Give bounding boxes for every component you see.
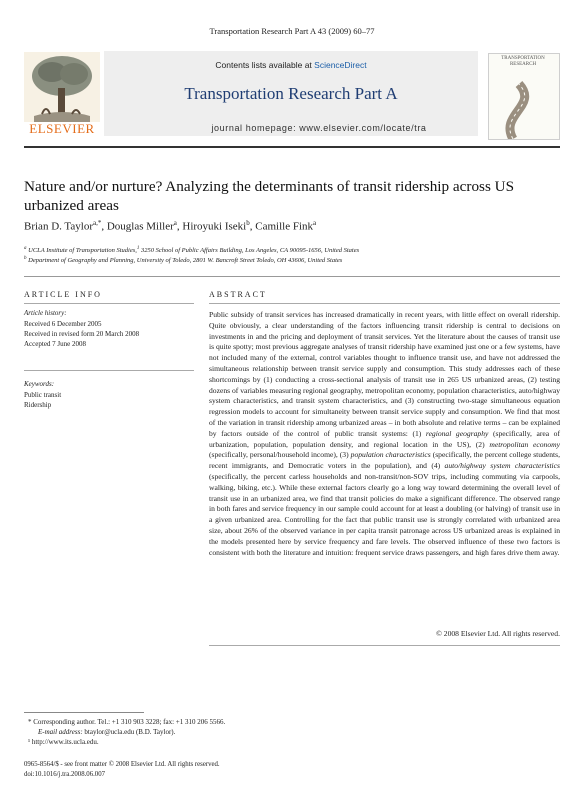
- keyword: Public transit: [24, 391, 62, 399]
- affiliation-footnote-mark: 1: [136, 246, 140, 251]
- author-marks: a: [173, 219, 177, 227]
- affiliation-mark: a: [24, 246, 27, 251]
- keyword: Ridership: [24, 401, 52, 409]
- footnote-rule: [24, 712, 144, 713]
- abstract-text-run: (specifically, personal/household income), (3): [209, 450, 351, 460]
- header-rule: [24, 146, 560, 148]
- history-item: Received in revised form 20 March 2008: [24, 330, 140, 338]
- history-item: Received 6 December 2005: [24, 320, 102, 328]
- affiliation-text: Department of Geography and Planning, University of Toledo, 2801 W. Bancroft Street Toledo, OH 43606, United States: [28, 257, 343, 265]
- journal-reference: Transportation Research Part A 43 (2009) 60–77: [209, 26, 375, 36]
- affiliation-mark: b: [24, 256, 27, 261]
- affiliation-b: [24, 256, 560, 264]
- abstract-body: [209, 310, 560, 558]
- author[interactable]: Camille Fink: [255, 220, 313, 233]
- abstract-text-run: Public subsidy of transit services has increased dramatically in recent years, with little effect on overall ridership. Quite obviously, a clear understanding of the factors influencing transit ridership is central to decisions on investments in and the pricing and deployment of transit services. Yet the literature about the causes of transit use is quite spotty; most previous aggregate analyses of transit ridership have examined just one or a few systems, have not included many of the external, control variables thought to influence transit use, and have not addressed the simultaneous relationship between transit service supply and consumption. This study addresses each of these shortcomings by (1) conducting a cross-sectional analysis of transit use in 265 US urbanized areas, (2) testing dozens of variables measuring regional geography, metropolitan economy, population characteristics, auto/highway system characteristics, and transit system characteristics, and (3) constructing two-stage simultaneous equation regression models to account for simultaneity between transit service supply and consumption. We find that most of the variation in transit ridership among urbanized areas – in both absolute and relative terms – can be explained by factors outside of the control of public transit systems: (1): [209, 310, 560, 438]
- abstract-term: metropolitan economy: [489, 439, 560, 449]
- abstract-text-run: (specifically, area of urbanization, population, population density, and regional location in the US), (2): [209, 428, 560, 449]
- contents-availability: [104, 60, 478, 70]
- cover-title: TRANSPORTATION RESEARCH: [501, 56, 545, 67]
- journal-homepage-link[interactable]: journal homepage: www.elsevier.com/locate/tra: [211, 123, 427, 133]
- abstract-rule-bottom: [209, 645, 560, 646]
- keywords-label: Keywords:: [24, 380, 55, 388]
- author[interactable]: Douglas Miller: [106, 220, 174, 233]
- author-marks: b: [246, 219, 250, 227]
- contents-prefix: Contents lists available at: [215, 60, 315, 70]
- copyright-notice: © 2008 Elsevier Ltd. All rights reserved.: [436, 629, 560, 638]
- abstract-rule: [209, 303, 560, 304]
- article-info-heading: ARTICLE INFO: [24, 290, 102, 299]
- email-note: [38, 728, 175, 736]
- article-title: Nature and/or nurture? Analyzing the determinants of transit ridership across US urbanized areas: [24, 178, 515, 214]
- corresponding-author-note: * Corresponding author. Tel.: +1 310 903 3228; fax: +1 310 206 5566.: [28, 718, 226, 726]
- abstract-term: regional geography: [425, 428, 489, 438]
- abstract-heading: ABSTRACT: [209, 290, 267, 299]
- email-address[interactable]: btaylor@ucla.edu (B.D. Taylor).: [82, 728, 176, 736]
- sciencedirect-link[interactable]: ScienceDirect: [314, 60, 367, 70]
- author-separator: ,: [249, 220, 256, 233]
- affiliation-a: [24, 246, 560, 254]
- journal-title: Transportation Research Part A: [184, 84, 398, 103]
- url-note[interactable]: ¹ http://www.its.ucla.edu.: [28, 738, 99, 746]
- author-marks: a,*: [93, 219, 102, 227]
- author-list: [24, 219, 560, 233]
- abstract-text-run: (specifically, the percent college students, recent immigrants, and Democratic voters in the population), and (4): [209, 450, 560, 471]
- author[interactable]: Brian D. Taylor: [24, 220, 93, 233]
- abstract-text-run: (specifically, the percent carless households and non-transit/non-SOV trips, including commuting via carpools, walking, biking, etc.). While these external factors clearly go a long way toward determining the overall level of transit use in an urbanized area, we find that transit policies do make a significant difference. The observed range in both fares and service frequency in our sample could account for at least a doubling (or halving) of transit use in a given urbanized area. Controlling for the fact that public transit use is strongly correlated with urbanized area size, about 26% of the observed variance in per capita transit patronage across US urbanized areas is explained in the models presented here by service frequency and fare levels. The observed influence of these two factors is consistent with both the literature and intuition: frequent service draws passengers, and high fares drive them away.: [209, 471, 560, 557]
- author-separator: ,: [176, 220, 183, 233]
- section-rule: [24, 276, 560, 277]
- info-rule: [24, 303, 194, 304]
- doi-link[interactable]: doi:10.1016/j.tra.2008.06.007: [24, 771, 105, 778]
- affiliation-text: UCLA Institute of Transportation Studies,: [28, 247, 137, 255]
- publisher-wordmark: ELSEVIER: [29, 121, 95, 136]
- history-item: Accepted 7 June 2008: [24, 340, 87, 348]
- email-label: E-mail address:: [38, 728, 83, 736]
- abstract-term: population characteristics: [350, 450, 431, 460]
- history-label: Article history:: [24, 309, 67, 317]
- info-rule: [24, 370, 194, 371]
- author[interactable]: Hiroyuki Iseki: [182, 220, 247, 233]
- author-marks: a: [313, 219, 317, 227]
- author-separator: ,: [101, 220, 107, 233]
- affiliation-address: 3250 School of Public Affairs Building, Los Angeles, CA 90095-1656, United States: [139, 247, 360, 255]
- abstract-term: auto/highway system characteristics: [444, 461, 560, 471]
- front-matter-line: 0965-8564/$ - see front matter © 2008 Elsevier Ltd. All rights reserved.: [24, 761, 220, 768]
